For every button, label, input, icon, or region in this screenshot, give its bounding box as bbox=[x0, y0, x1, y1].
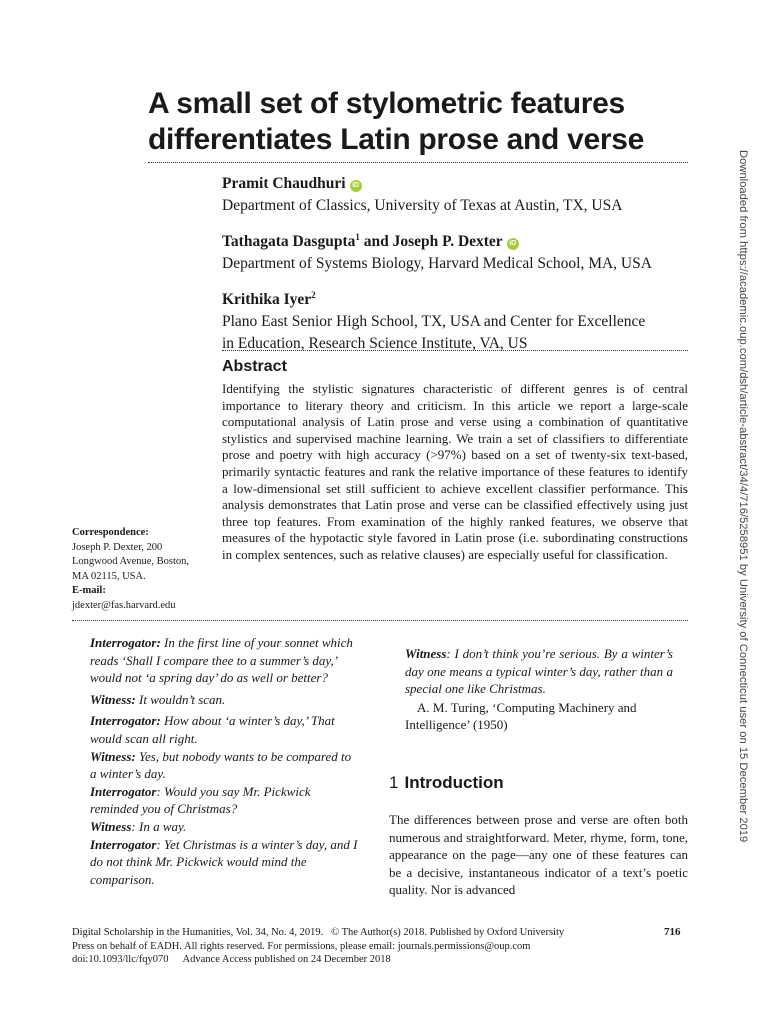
correspondence-address: MA 02115, USA. bbox=[72, 570, 146, 582]
introduction-text: The differences between prose and verse are often both numerous and straightforward. Meter, rhyme, form, tone, appearance on the page—any one of these features can be a decisive, instantaneous indicator of a text’s poetic quality. Nor is advanced bbox=[389, 812, 688, 898]
download-notice: Downloaded from https://academic.oup.com/dsh/article-abstract/34/4/716/5258951 by University of Connecticut user on 15 December 2019 bbox=[737, 150, 749, 843]
page-number: 716 bbox=[664, 926, 681, 938]
epigraph-turn: Witness: I don’t think you’re serious. By a winter’s day one means a typical winter’s day, rather than a special one like Christmas. bbox=[405, 646, 673, 697]
footer-line: Digital Scholarship in the Humanities, Vol. 34, No. 4, 2019. © The Author(s) 2018. Published by Oxford University bbox=[72, 927, 565, 938]
author-affiliation: Plano East Senior High School, TX, USA and Center for Excellence bbox=[222, 313, 646, 331]
title-line-2: differentiates Latin prose and verse bbox=[148, 123, 645, 156]
title-divider bbox=[148, 162, 688, 163]
email-label: E-mail: bbox=[72, 585, 106, 596]
author-name: Joseph P. Dexter bbox=[392, 233, 503, 251]
author-group-3 bbox=[222, 284, 692, 355]
author-affiliation: Department of Systems Biology, Harvard Medical School, MA, USA bbox=[222, 255, 652, 273]
title-line-1: A small set of stylometric features bbox=[148, 87, 625, 120]
abstract-text: Identifying the stylistic signatures characteristic of different genres is of central importance to literary theory and criticism. In this article we report a large-scale computational analysis of Latin prose and verse using a combination of quantitative stylistics and supervised machine learning. We train a set of classifiers to differentiate prose and poetry with high accuracy (>97%) based on a set of twenty-six text-based, primarily syntactic features and rank the relative importance of these features to identify a low-dimensional set still sufficient to achieve excellent classifier performance. This analysis demonstrates that Latin prose and verse can be classified effectively using just three top features. From examination of the highly ranked features, we observe that measures of the hypotactic style favored in Latin prose (i.e. subordinating constructions in complex sentences, such as relative clauses) are especially useful for classification. bbox=[222, 381, 688, 562]
epigraph-turn: Interrogator: Would you say Mr. Pickwick reminded you of Christmas? bbox=[90, 783, 311, 817]
correspondence-address: Longwood Avenue, Boston, bbox=[72, 556, 190, 567]
footer-line: Press on behalf of EADH. All rights reserved. For permissions, please email: journals.permissions@oup.com bbox=[72, 940, 531, 952]
author-connector: and bbox=[359, 233, 393, 251]
orcid-icon[interactable]: iD bbox=[350, 180, 362, 192]
correspondence-label: Correspondence: bbox=[72, 527, 149, 538]
epigraph-right bbox=[405, 645, 673, 734]
email-link[interactable]: jdexter@fas.harvard.edu bbox=[72, 599, 176, 611]
epigraph-attribution: A. M. Turing, ‘Computing Machinery and Intelligence’ (1950) bbox=[405, 699, 637, 733]
advance-access: Advance Access published on 24 December 2018 bbox=[182, 954, 391, 965]
author-name: Krithika Iyer bbox=[222, 291, 312, 309]
epigraph-turn: Witness: It wouldn’t scan. bbox=[90, 691, 226, 707]
author-group-2 bbox=[222, 226, 692, 275]
author-group-1 bbox=[222, 173, 692, 217]
epigraph-turn: Witness: In a way. bbox=[90, 818, 187, 834]
author-name: Tathagata Dasgupta bbox=[222, 233, 356, 251]
author-name: Pramit Chaudhuri bbox=[222, 175, 346, 192]
epigraph-turn: Interrogator: How about ‘a winter’s day,’ That would scan all right. bbox=[90, 713, 335, 746]
section-number: 1 bbox=[389, 773, 399, 792]
authors-divider bbox=[222, 350, 688, 351]
correspondence-address: Joseph P. Dexter, 200 bbox=[72, 541, 163, 553]
download-sidebar bbox=[735, 150, 749, 890]
correspondence-block bbox=[72, 526, 212, 613]
author-block bbox=[222, 173, 692, 355]
orcid-icon[interactable]: iD bbox=[507, 238, 519, 250]
epigraph-turn: Witness: Yes, but nobody wants to be compared to a winter’s day. bbox=[90, 748, 352, 782]
doi-link[interactable]: doi:10.1093/llc/fqy070 bbox=[72, 954, 169, 965]
epigraph-left bbox=[90, 634, 360, 888]
author-superscript: 2 bbox=[311, 290, 316, 301]
author-affiliation: in Education, Research Science Institute, VA, US bbox=[222, 335, 528, 353]
abstract-heading: Abstract bbox=[222, 358, 287, 375]
footer-citation bbox=[72, 926, 632, 967]
author-affiliation: Department of Classics, University of Texas at Austin, TX, USA bbox=[222, 197, 623, 214]
epigraph-turn: Interrogator: Yet Christmas is a winter’s day, and I do not think Mr. Pickwick would mind the comparison. bbox=[90, 836, 358, 887]
abstract-divider bbox=[72, 620, 688, 621]
article-title bbox=[148, 86, 708, 158]
author-superscript: 1 bbox=[355, 232, 360, 242]
section-title: Introduction bbox=[404, 773, 504, 792]
epigraph-turn: Interrogator: In the first line of your sonnet which reads ‘Shall I compare thee to a summer’s day,’ would not ‘a spring day’ do as well or better? bbox=[90, 635, 353, 686]
section-heading-introduction bbox=[389, 772, 504, 794]
